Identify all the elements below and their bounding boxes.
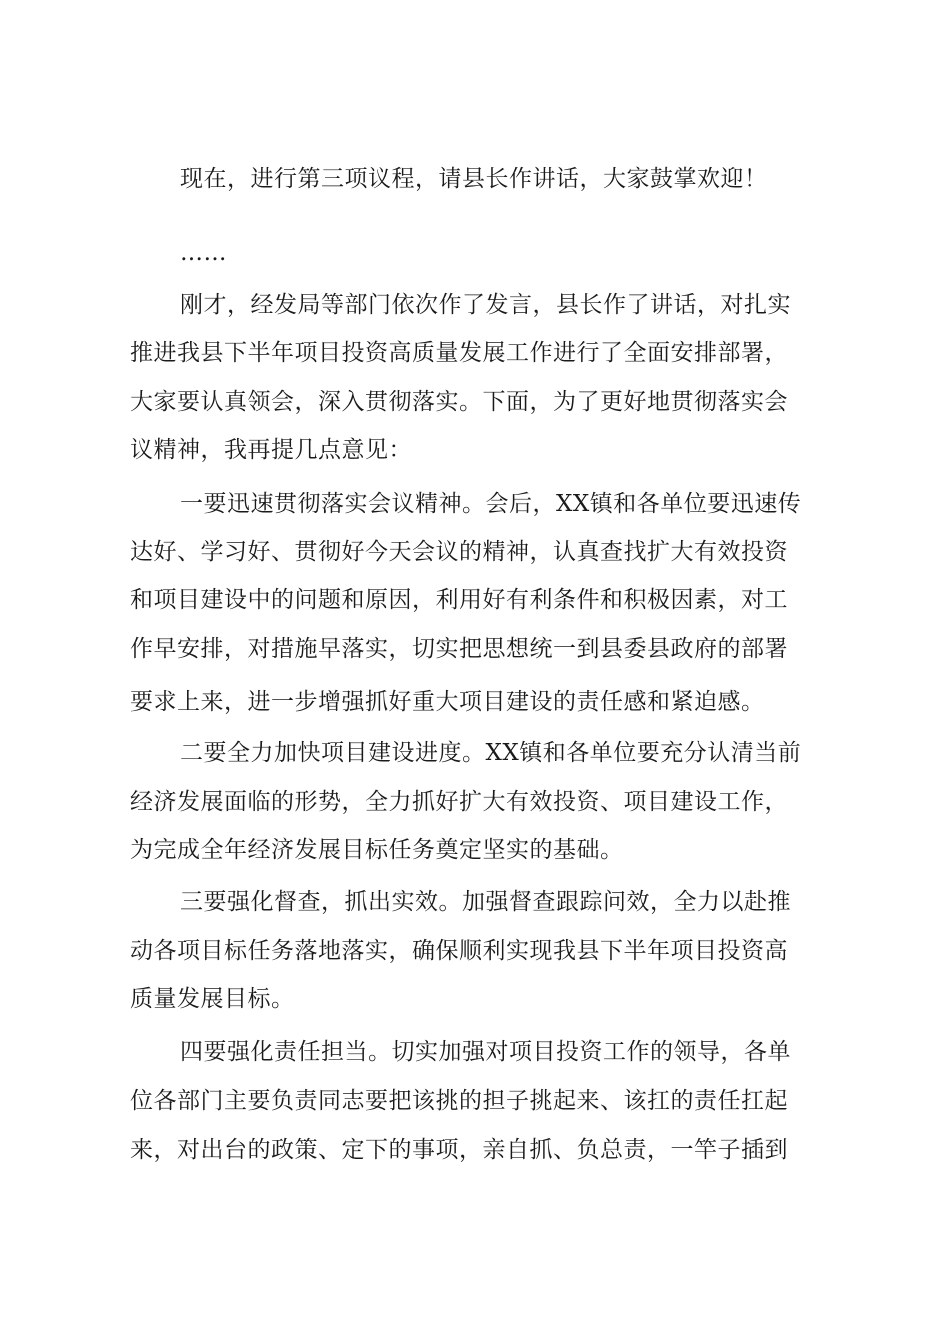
paragraph-line: 要求上来，进一步增强抓好重大项目建设的责任感和紧迫感。 [130, 689, 765, 715]
paragraph-line: 三要强化督查，抓出实效。加强督查跟踪问效，全力以赴推 [180, 889, 791, 915]
paragraph-line: 四要强化责任担当。切实加强对项目投资工作的领导，各单 [180, 1039, 791, 1065]
paragraph-line: 达好、学习好、贯彻好今天会议的精神，认真查找扩大有效投资 [130, 539, 788, 565]
paragraph-line: 动各项目标任务落地落实，确保顺利实现我县下半年项目投资高 [130, 938, 788, 964]
paragraph-line: 来，对出台的政策、定下的事项，亲自抓、负总责，一竿子插到 [130, 1137, 788, 1163]
paragraph-line: 刚才，经发局等部门依次作了发言，县长作了讲话，对扎实 [180, 292, 791, 318]
paragraph-line: 为完成全年经济发展目标任务奠定坚实的基础。 [130, 837, 624, 863]
paragraph-line: 现在，进行第三项议程，请县长作讲话，大家鼓掌欢迎！ [180, 166, 768, 192]
paragraph-line: 和项目建设中的问题和原因，利用好有利条件和积极因素，对工 [130, 587, 788, 613]
paragraph-line: 二要全力加快项目建设进度。XX镇和各单位要充分认清当前 [180, 740, 802, 766]
paragraph-line: 议精神，我再提几点意见： [130, 437, 412, 463]
ellipsis-line: …… [180, 240, 227, 266]
paragraph-line: 一要迅速贯彻落实会议精神。会后，XX镇和各单位要迅速传 [180, 491, 802, 517]
paragraph-line: 位各部门主要负责同志要把该挑的担子挑起来、该扛的责任扛起 [130, 1088, 788, 1114]
paragraph-line: 作早安排，对措施早落实，切实把思想统一到县委县政府的部署 [130, 636, 788, 662]
paragraph-line: 经济发展面临的形势，全力抓好扩大有效投资、项目建设工作， [130, 789, 788, 815]
paragraph-line: 推进我县下半年项目投资高质量发展工作进行了全面安排部署， [130, 340, 788, 366]
paragraph-line: 质量发展目标。 [130, 986, 295, 1012]
paragraph-line: 大家要认真领会，深入贯彻落实。下面，为了更好地贯彻落实会 [130, 389, 788, 415]
